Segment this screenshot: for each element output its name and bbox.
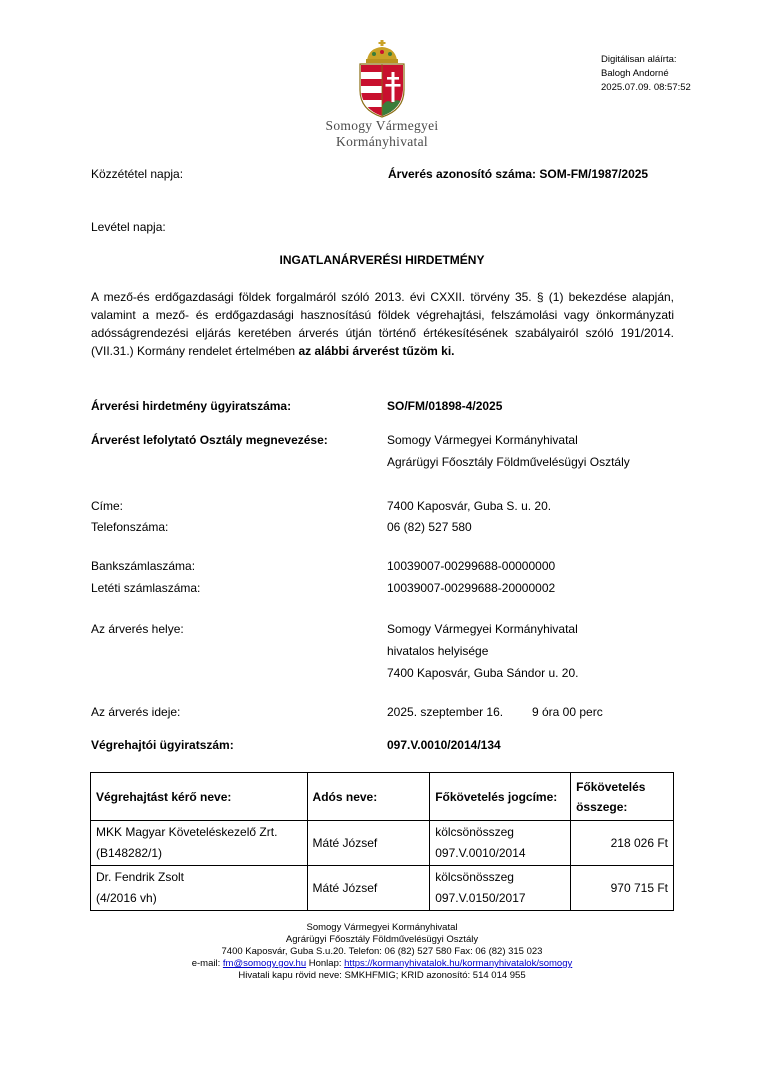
executor-case-value: 097.V.0010/2014/134	[387, 738, 501, 752]
footer-contact: 7400 Kaposvár, Guba S.u.20. Telefon: 06 (82) 527 580 Fax: 06 (82) 315 023	[221, 946, 543, 957]
amount-cell: 970 715 Ft	[571, 866, 674, 911]
auction-place-label: Az árverés helye:	[91, 622, 184, 636]
creditor-cell	[91, 821, 308, 866]
auction-time-label: Az árverés ideje:	[91, 705, 181, 719]
table-row	[91, 866, 674, 911]
debtor-cell: Máté József	[307, 821, 430, 866]
signature-timestamp: 2025.07.09. 08:57:52	[601, 82, 691, 93]
deposit-account-value: 10039007-00299688-20000002	[387, 581, 556, 595]
header-claim-amount: Főkövetelés összege:	[571, 773, 674, 821]
department-label: Árverést lefolytató Osztály megnevezése:	[91, 433, 328, 447]
creditor-name: MKK Magyar Követeléskezelő Zrt.	[96, 825, 278, 839]
address-label: Címe:	[91, 499, 124, 513]
claims-table	[90, 772, 674, 911]
footer	[0, 922, 764, 982]
website-link[interactable]: https://kormanyhivatalok.hu/kormanyhivatalok/somogy	[344, 958, 573, 969]
footer-dept: Agrárügyi Főosztály Földművelésügyi Osztály	[285, 934, 479, 945]
removal-date-label: Levétel napja:	[91, 220, 166, 234]
signature-label: Digitálisan aláírta:	[601, 54, 677, 65]
document-title: INGATLANÁRVERÉSI HIRDETMÉNY	[279, 253, 485, 267]
case-number-value: SO/FM/01898-4/2025	[387, 399, 503, 413]
table-row	[91, 821, 674, 866]
phone-label: Telefonszáma:	[91, 520, 169, 534]
email-link[interactable]: fm@somogy.gov.hu	[222, 958, 307, 969]
org-name-line1: Somogy Vármegyei	[325, 118, 439, 133]
header-claim-title: Főkövetelés jogcíme:	[430, 773, 571, 821]
claim-cell	[430, 821, 571, 866]
auction-place-line1: Somogy Vármegyei Kormányhivatal	[387, 622, 578, 636]
publish-date-label: Közzététel napja:	[91, 167, 184, 181]
header-creditor: Végrehajtást kérő neve:	[91, 773, 308, 821]
email-prefix: e-mail:	[191, 958, 223, 969]
intro-bold-tail: az alábbi árverést tűzöm ki.	[298, 344, 455, 358]
debtor-cell: Máté József	[307, 866, 430, 911]
claim-type: kölcsönösszeg	[435, 870, 514, 884]
creditor-ref: (B148282/1)	[96, 846, 163, 860]
executor-case-label: Végrehajtói ügyiratszám:	[91, 738, 234, 752]
intro-paragraph	[91, 288, 674, 360]
case-number-label: Árverési hirdetmény ügyiratszáma:	[91, 399, 292, 413]
phone-value: 06 (82) 527 580	[387, 520, 472, 534]
digital-signature	[601, 53, 691, 95]
creditor-cell	[91, 866, 308, 911]
signer-name: Balogh Andorné	[601, 68, 669, 79]
coat-of-arms-icon	[357, 40, 407, 118]
footer-links	[0, 958, 764, 970]
deposit-account-label: Letéti számlaszáma:	[91, 581, 201, 595]
footer-org: Somogy Vármegyei Kormányhivatal	[306, 922, 458, 933]
web-prefix: Honlap:	[306, 958, 345, 969]
claim-ref: 097.V.0150/2017	[435, 891, 526, 905]
bank-account-value: 10039007-00299688-00000000	[387, 559, 556, 573]
header-debtor: Adós neve:	[307, 773, 430, 821]
auction-id: Árverés azonosító száma: SOM-FM/1987/2025	[388, 167, 649, 181]
auction-place-line2: hivatalos helyisége	[387, 644, 489, 658]
address-value: 7400 Kaposvár, Guba S. u. 20.	[387, 499, 552, 513]
bank-account-label: Bankszámlaszáma:	[91, 559, 196, 573]
intro-text: A mező-és erdőgazdasági földek forgalmáról szóló 2013. évi CXXII. törvény 35. § (1) bekezdése alapján, valamint a mező- és erdőgazdasági hasznosítású földek végrehajtási, felszámolási vagy önkormányzati adósságrendezési eljárás keretében árverés útján történő értékesítésének szabályairól szóló 191/2014. (VII.31.) Kormány rendelet értelmében	[91, 290, 674, 358]
creditor-ref: (4/2016 vh)	[96, 891, 157, 905]
table-header-row	[91, 773, 674, 821]
auction-date-value: 2025. szeptember 16.	[387, 705, 504, 719]
auction-hour-value: 9 óra 00 perc	[532, 705, 603, 719]
department-value-line1: Somogy Vármegyei Kormányhivatal	[387, 433, 578, 447]
claim-type: kölcsönösszeg	[435, 825, 514, 839]
department-value-line2: Agrárügyi Főosztály Földművelésügyi Osztály	[387, 455, 630, 469]
footer-gateway: Hivatali kapu rövid neve: SMKHFMIG; KRID azonosító: 514 014 955	[238, 970, 526, 981]
org-name-line2: Kormányhivatal	[336, 134, 428, 149]
claim-ref: 097.V.0010/2014	[435, 846, 526, 860]
claim-cell	[430, 866, 571, 911]
amount-cell: 218 026 Ft	[571, 821, 674, 866]
auction-place-line3: 7400 Kaposvár, Guba Sándor u. 20.	[387, 666, 579, 680]
creditor-name: Dr. Fendrik Zsolt	[96, 870, 185, 884]
